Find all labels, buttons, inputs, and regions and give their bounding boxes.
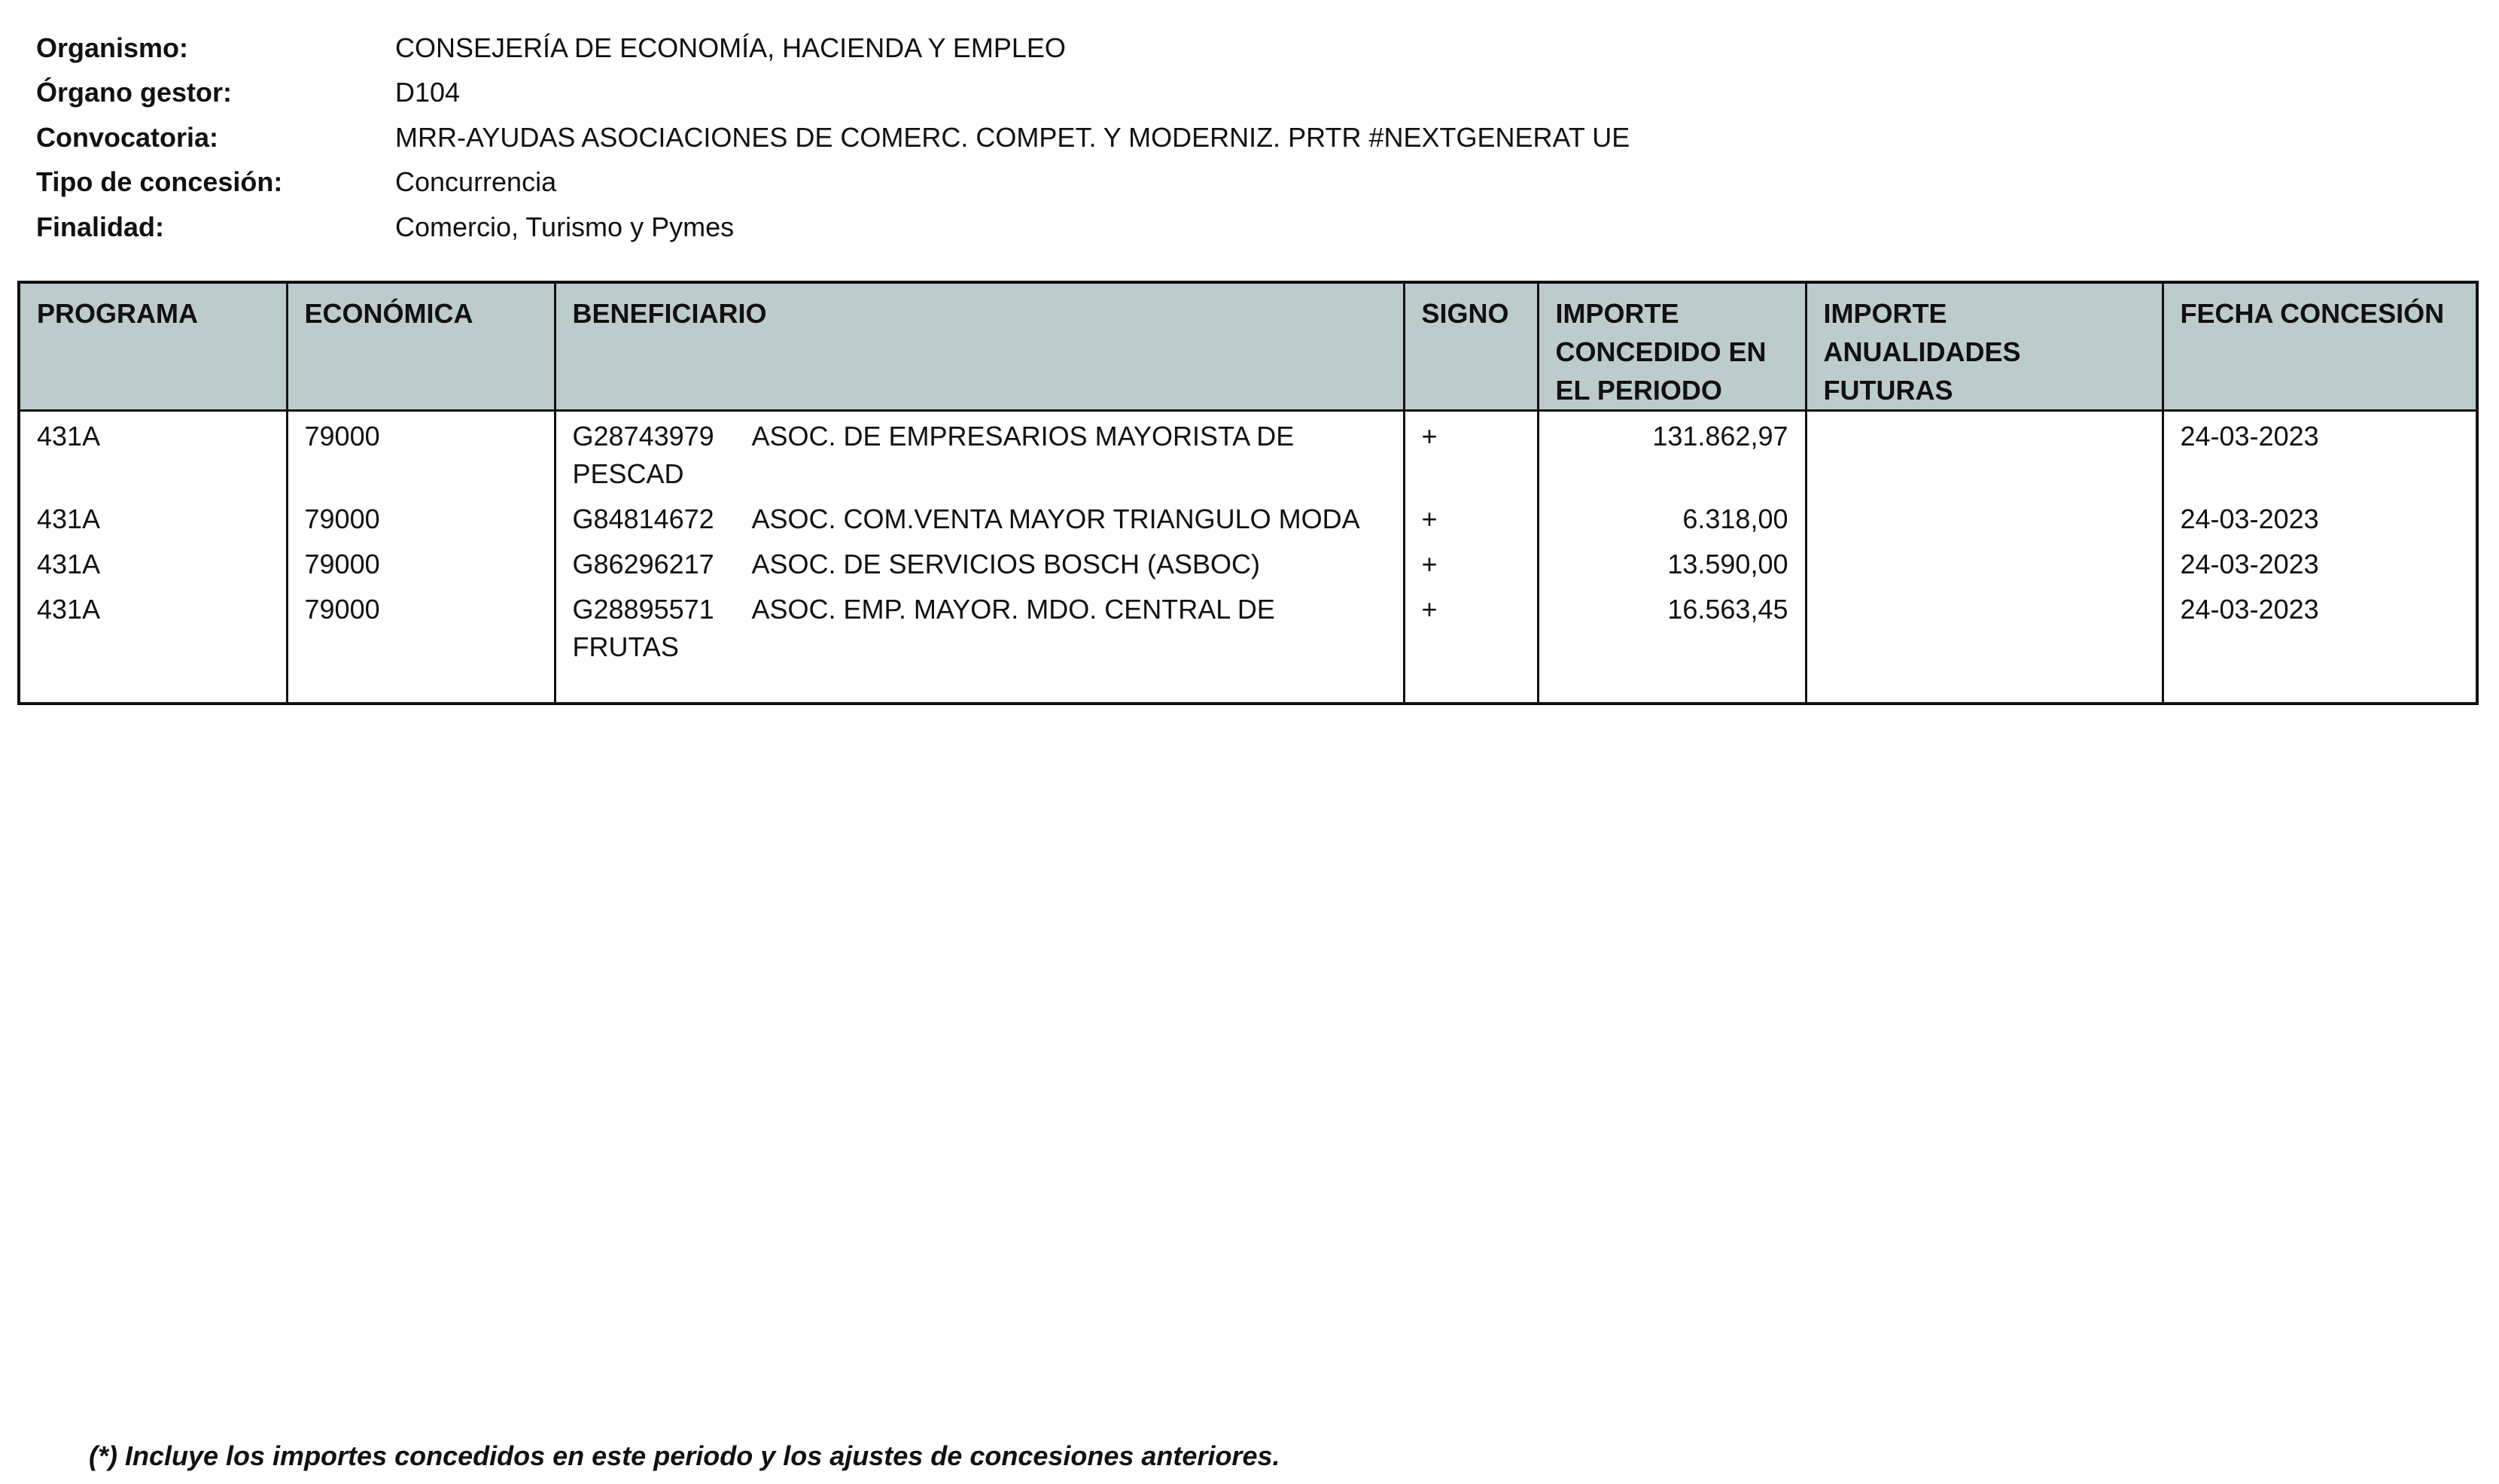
cell-signo: +	[1404, 546, 1538, 591]
beneficiary-nif: G28895571	[572, 594, 714, 625]
cell-beneficiario	[555, 411, 1404, 501]
column-header-signo: SIGNO	[1404, 282, 1538, 411]
cell-programa: 431A	[19, 591, 287, 704]
cell-programa: 431A	[19, 500, 287, 546]
meta-label: Convocatoria:	[36, 121, 219, 153]
beneficiary-name: ASOC. EMP. MAYOR. MDO. CENTRAL DE FRUTAS	[572, 594, 1275, 662]
column-header-fecha-concesion: FECHA CONCESIÓN	[2163, 282, 2477, 411]
column-header-economica: ECONÓMICA	[287, 282, 555, 411]
cell-fecha-concesion: 24-03-2023	[2163, 546, 2477, 591]
column-header-beneficiario: BENEFICIARIO	[555, 282, 1404, 411]
cell-importe-anualidades	[1806, 500, 2163, 546]
meta-organo-gestor	[36, 71, 1630, 116]
table-row	[19, 500, 2477, 546]
meta-finalidad	[36, 205, 1630, 250]
beneficiary-nif: G84814672	[572, 503, 714, 534]
cell-fecha-concesion: 24-03-2023	[2163, 411, 2477, 501]
cell-importe-concedido: 13.590,00	[1538, 546, 1806, 591]
cell-signo: +	[1404, 411, 1538, 501]
cell-economica: 79000	[287, 546, 555, 591]
header-metadata	[36, 26, 1630, 250]
meta-value: Concurrencia	[395, 166, 557, 198]
cell-economica: 79000	[287, 591, 555, 704]
cell-signo: +	[1404, 500, 1538, 546]
column-header-importe-anualidades: IMPORTE ANUALIDADES FUTURAS	[1806, 282, 2163, 411]
meta-label: Órgano gestor:	[36, 77, 233, 108]
meta-label: Finalidad:	[36, 211, 164, 242]
cell-beneficiario	[555, 500, 1404, 546]
beneficiary-name: ASOC. COM.VENTA MAYOR TRIANGULO MODA	[751, 503, 1360, 534]
cell-programa: 431A	[19, 411, 287, 501]
cell-fecha-concesion: 24-03-2023	[2163, 500, 2477, 546]
table-row	[19, 546, 2477, 591]
meta-organismo	[36, 26, 1630, 71]
meta-label: Organismo:	[36, 32, 189, 63]
cell-importe-concedido: 6.318,00	[1538, 500, 1806, 546]
meta-value: D104	[395, 77, 461, 108]
cell-beneficiario	[555, 546, 1404, 591]
cell-economica: 79000	[287, 411, 555, 501]
beneficiary-name: ASOC. DE SERVICIOS BOSCH (ASBOC)	[751, 549, 1260, 579]
cell-importe-anualidades	[1806, 591, 2163, 704]
meta-value: Comercio, Turismo y Pymes	[395, 211, 735, 242]
beneficiary-name: ASOC. DE EMPRESARIOS MAYORISTA DE PESCAD	[572, 421, 1295, 489]
meta-label: Tipo de concesión:	[36, 166, 283, 198]
column-header-programa: PROGRAMA	[19, 282, 287, 411]
cell-programa: 431A	[19, 546, 287, 591]
cell-beneficiario	[555, 591, 1404, 704]
cell-fecha-concesion: 24-03-2023	[2163, 591, 2477, 704]
meta-convocatoria	[36, 115, 1630, 160]
cell-importe-anualidades	[1806, 411, 2163, 501]
grants-table	[17, 281, 2479, 705]
cell-importe-anualidades	[1806, 546, 2163, 591]
table-row	[19, 411, 2477, 501]
beneficiary-nif: G86296217	[572, 549, 714, 579]
cell-importe-concedido: 131.862,97	[1538, 411, 1806, 501]
cell-importe-concedido: 16.563,45	[1538, 591, 1806, 704]
meta-tipo-concesion	[36, 160, 1630, 205]
meta-value: MRR-AYUDAS ASOCIACIONES DE COMERC. COMPET. Y MODERNIZ. PRTR #NEXTGENERAT UE	[395, 121, 1630, 153]
footnote: (*) Incluye los importes concedidos en este periodo y los ajustes de concesiones anteriores.	[89, 1440, 1280, 1471]
beneficiary-nif: G28743979	[572, 421, 714, 452]
table-header-row	[19, 282, 2477, 411]
column-header-importe-concedido: IMPORTE CONCEDIDO EN EL PERIODO	[1538, 282, 1806, 411]
table-row	[19, 591, 2477, 704]
cell-economica: 79000	[287, 500, 555, 546]
cell-signo: +	[1404, 591, 1538, 704]
meta-value: CONSEJERÍA DE ECONOMÍA, HACIENDA Y EMPLEO	[395, 32, 1066, 63]
